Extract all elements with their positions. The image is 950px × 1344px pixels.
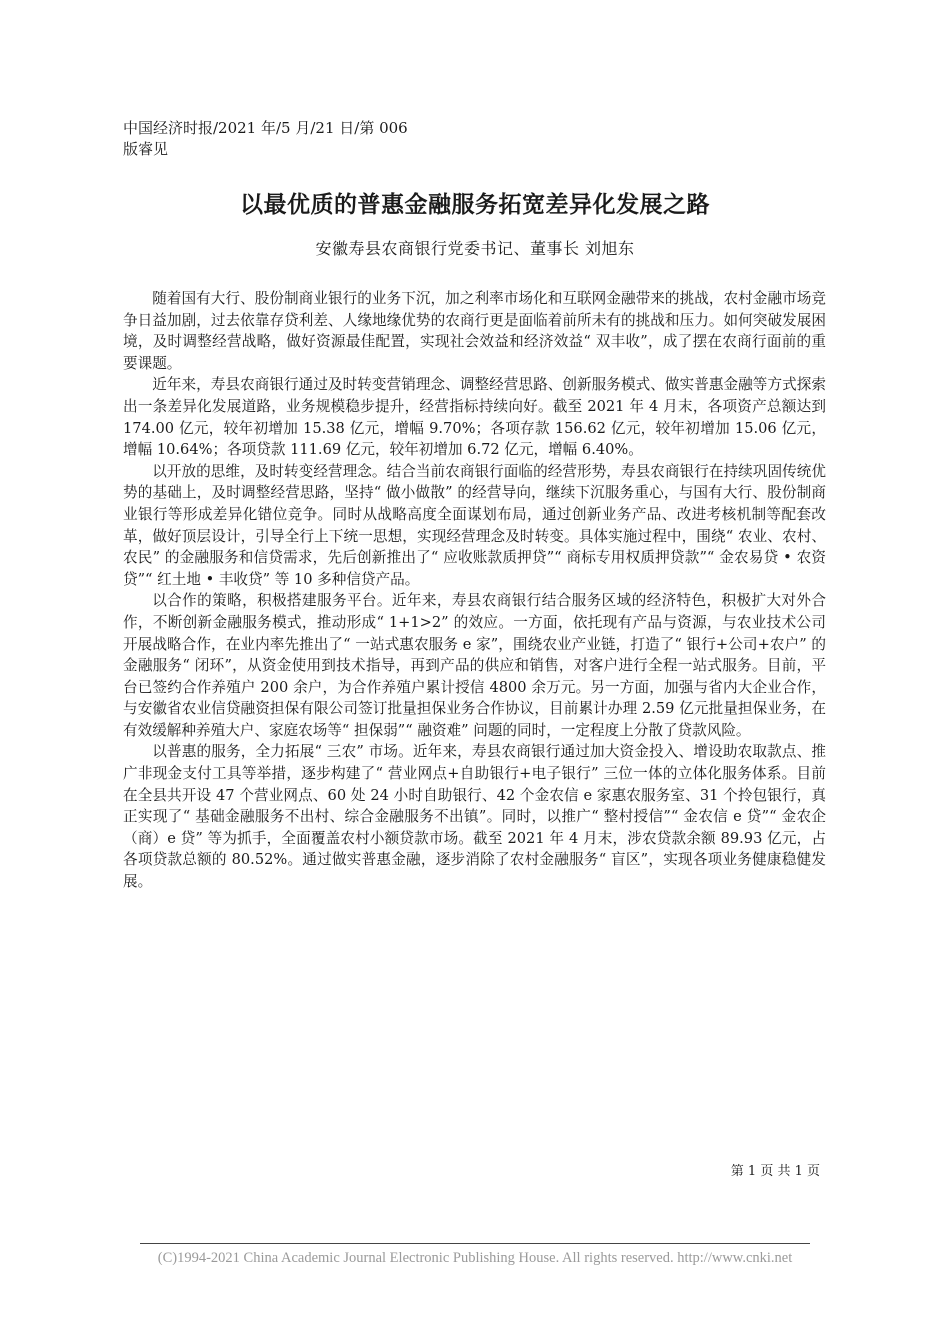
copyright-notice: (C)1994-2021 China Academic Journal Electronic Publishing House. All rights reserved. http://www.cnki.net [157,1250,793,1266]
paragraph: 近年来，寿县农商银行通过及时转变营销理念、调整经营思路、创新服务模式、做实普惠金融等方式探索出一条差异化发展道路，业务规模稳步提升，经营指标持续向好。截至 2021 年 4 月末，各项资产总额达到 174.00 亿元，较年初增加 15.38 亿元，增幅 9.70%；各项存款 156.62 亿元，较年初增加 15.06 亿元，增幅 10.64%；各项贷款 111.69 亿元，较年初增加 6.72 亿元，增幅 6.40%。 [123,376,826,459]
footer-divider [140,1243,810,1244]
page-number: 第 1 页 共 1 页 [730,1164,820,1179]
document-metadata [123,118,623,160]
paragraph: 随着国有大行、股份制商业银行的业务下沉，加之利率市场化和互联网金融带来的挑战，农村金融市场竞争日益加剧，过去依靠存贷利差、人缘地缘优势的农商行更是面临着前所未有的挑战和压力。如何突破发展困境，及时调整经营战略，做好资源最佳配置，实现社会效益和经济效益“ 双丰收”，成了摆在农商行面前的重要课题。 [123,290,826,372]
paragraph: 以普惠的服务，全力拓展“ 三农” 市场。近年来，寿县农商银行通过加大资金投入、增设助农取款点、推广非现金支付工具等举措，逐步构建了“ 营业网点+自助银行+电子银行” 三位一体的立体化服务体系。目前在全县共开设 47 个营业网点、60 处 24 小时自助银行、42 个金农信 e 家惠农服务室、31 个拎包银行，真正实现了“ 基础金融服务不出村、综合金融服务不出镇”。同时，以推广“ 整村授信”“ 金农信 e 贷”“ 金农企（商）e 贷” 等为抓手，全面覆盖农村小额贷款市场。截至 2021 年 4 月末，涉农贷款余额 89.93 亿元，占各项贷款总额的 80.52%。通过做实普惠金融，逐步消除了农村金融服务“ 盲区”，实现各项业务健康稳健发展。 [123,743,826,891]
article-author: 安徽寿县农商银行党委书记、董事长 刘旭东 [315,239,635,258]
section-label: 版睿见 [123,140,169,158]
paragraph: 以开放的思维，及时转变经营理念。结合当前农商银行面临的经营形势，寿县农商银行在持续巩固传统优势的基础上，及时调整经营思路，坚持“ 做小做散” 的经营导向，继续下沉服务重心，与国有大行、股份制商业银行等形成差异化错位竞争。同时从战略高度全面谋划布局，通过创新业务产品、改进考核机制等配套改革，做好顶层设计，引导全行上下统一思想，实现经营理念及时转变。具体实施过程中，围绕“ 农业、农村、农民” 的金融服务和信贷需求，先后创新推出了“ 应收账款质押贷”“ 商标专用权质押贷款”“ 金农易贷 • 农资贷”“ 红土地 • 丰收贷” 等 10 多种信贷产品。 [123,462,826,588]
article-body [123,288,826,893]
paragraph: 以合作的策略，积极搭建服务平台。近年来，寿县农商银行结合服务区域的经济特色，积极扩大对外合作，不断创新金融服务模式，推动形成“ 1+1>2” 的效应。一方面，依托现有产品与资源，与农业技术公司开展战略合作，在业内率先推出了“ 一站式惠农服务 e 家”，围绕农业产业链，打造了“ 银行+公司+农户” 的金融服务“ 闭环”，从资金使用到技术指导，再到产品的供应和销售，对客户进行全程一站式服务。目前，平台已签约合作养殖户 200 余户，为合作养殖户累计授信 4800 余万元。另一方面，加强与省内大企业合作，与安徽省农业信贷融资担保有限公司签订批量担保业务合作协议，目前累计办理 2.59 亿元批量担保业务，在有效缓解种养殖大户、家庭农场等“ 担保弱”“ 融资难” 问题的同时，一定程度上分散了贷款风险。 [123,592,826,739]
article-title: 以最优质的普惠金融服务拓宽差异化发展之路 [240,192,710,218]
source-line: 中国经济时报/2021 年/5 月/21 日/第 006 [123,119,408,137]
